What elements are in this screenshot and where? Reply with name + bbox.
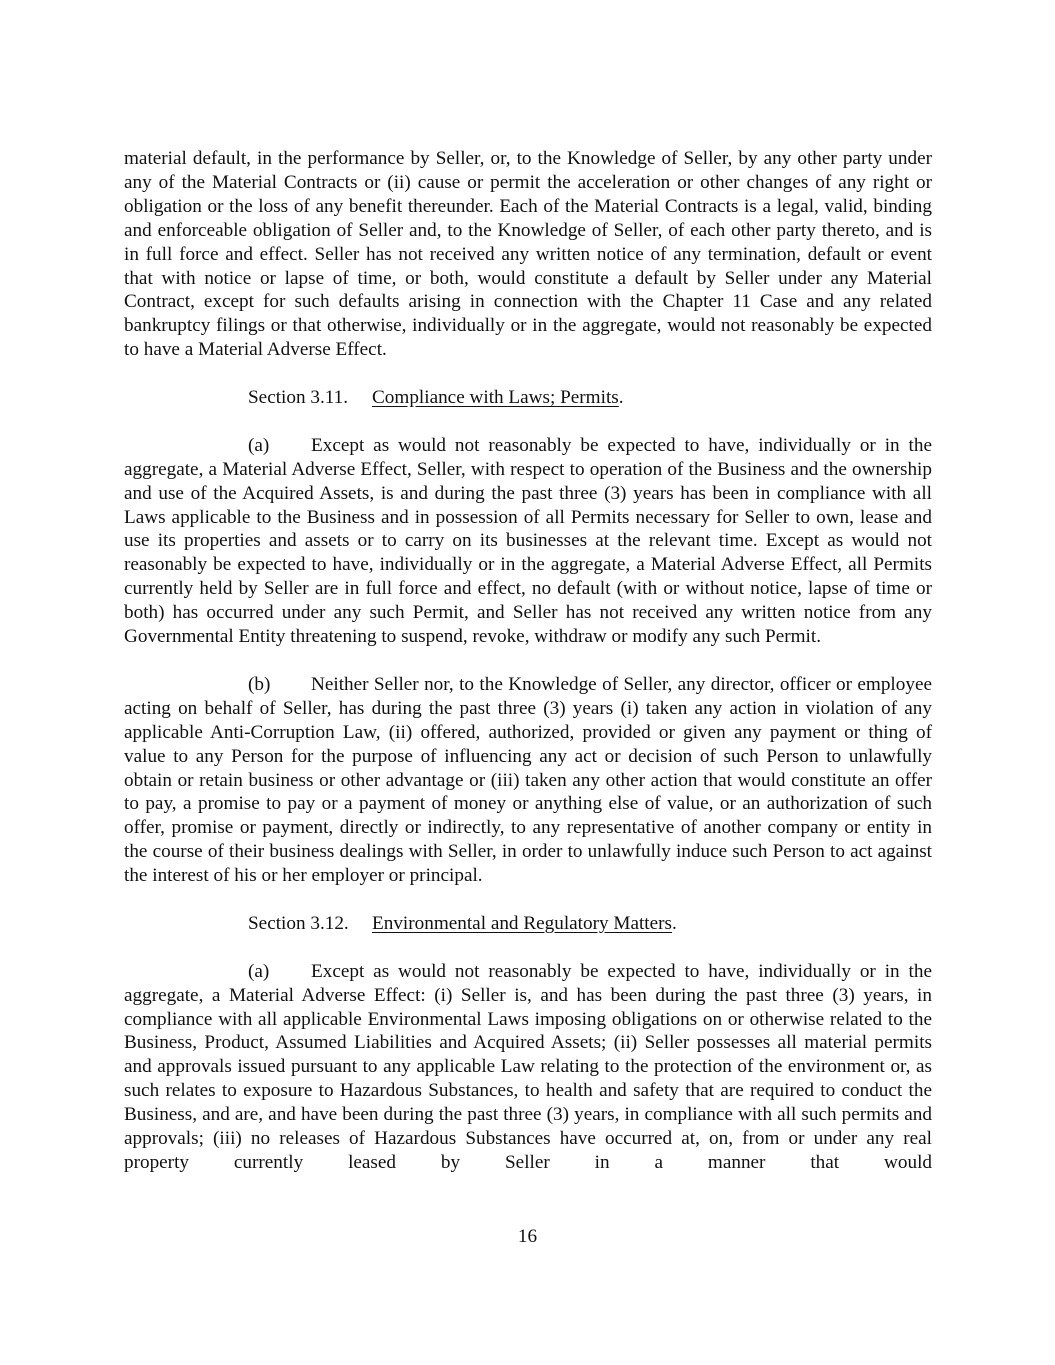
section-heading-3-12 xyxy=(124,912,932,936)
document-page xyxy=(124,147,932,1199)
clause-3-11-a xyxy=(124,434,932,649)
section-number: Section 3.11. xyxy=(248,387,349,409)
clause-text: Except as would not reasonably be expected to have, individually or in the aggregate, a Material Adverse Effect: (i) Seller is, and has been during the past three (3) years, in compliance with all applicable Environmental Laws imposing obligations on or otherwise related to the Business, Product, Assumed Liabilities and Acquired Assets; (ii) Seller possesses all material permits and approvals issued pursuant to any applicable Law relating to the protection of the environment or, as such relates to exposure to Hazardous Substances, to health and safety that are required to conduct the Business, and are, and have been during the past three (3) years, in compliance with all such permits and approvals; (iii) no releases of Hazardous Substances have occurred at, on, from or under any real property currently leased by Seller in a manner that would xyxy=(124,960,932,1173)
section-title: Environmental and Regulatory Matters xyxy=(372,912,672,934)
page-number: 16 xyxy=(517,1226,538,1247)
clause-text: Except as would not reasonably be expected to have, individually or in the aggregate, a Material Adverse Effect, Seller, with respect to operation of the Business and the ownership and use of the Acquired Assets, is and during the past three (3) years has been in compliance with all Laws applicable to the Business and in possession of all Permits necessary for Seller to own, lease and use its properties and assets or to carry on its businesses at the relevant time. Except as would not reasonably be expected to have, individually or in the aggregate, a Material Adverse Effect, all Permits currently held by Seller are in full force and effect, no default (with or without notice, lapse of time or both) has occurred under any such Permit, and Seller has not received any written notice from any Governmental Entity threatening to suspend, revoke, withdraw or modify any such Permit. xyxy=(124,434,932,648)
section-number: Section 3.12. xyxy=(248,912,349,934)
clause-label: (a) xyxy=(248,960,270,982)
clause-3-12-a xyxy=(124,960,932,1175)
clause-label: (a) xyxy=(248,434,270,456)
continuation-paragraph: material default, in the performance by Seller, or, to the Knowledge of Seller, by any other party under any of the Material Contracts or (ii) cause or permit the acceleration or other changes of any right or obligation or the loss of any benefit thereunder. Each of the Material Contracts is a legal, valid, binding and enforceable obligation of Seller and, to the Knowledge of Seller, of each other party thereto, and is in full force and effect. Seller has not received any written notice of any termination, default or event that with notice or lapse of time, or both, would constitute a default by Seller under any Material Contract, except for such defaults arising in connection with the Chapter 11 Case and any related bankruptcy filings or that otherwise, individually or in the aggregate, would not reasonably be expected to have a Material Adverse Effect. xyxy=(124,148,932,361)
clause-3-11-b xyxy=(124,673,932,888)
section-title-suffix: . xyxy=(672,912,677,934)
clause-text: Neither Seller nor, to the Knowledge of Seller, any director, officer or employee acting on behalf of Seller, has during the past three (3) years (i) taken any action in violation of any applicable Anti-Corruption Law, (ii) offered, authorized, provided or given any payment or thing of value to any Person for the purpose of influencing any act or decision of such Person to unlawfully obtain or retain business or other advantage or (iii) taken any other action that would constitute an offer to pay, a promise to pay or a payment of money or anything else of value, or an authorization of such offer, promise or payment, directly or indirectly, to any representative of another company or entity in the course of their business dealings with Seller, in order to unlawfully induce such Person to act against the interest of his or her employer or principal. xyxy=(124,673,932,887)
section-heading-3-11 xyxy=(124,386,932,410)
clause-label: (b) xyxy=(248,673,271,695)
section-title-suffix: . xyxy=(618,387,624,409)
section-title: Compliance with Laws; Permits xyxy=(372,387,619,409)
